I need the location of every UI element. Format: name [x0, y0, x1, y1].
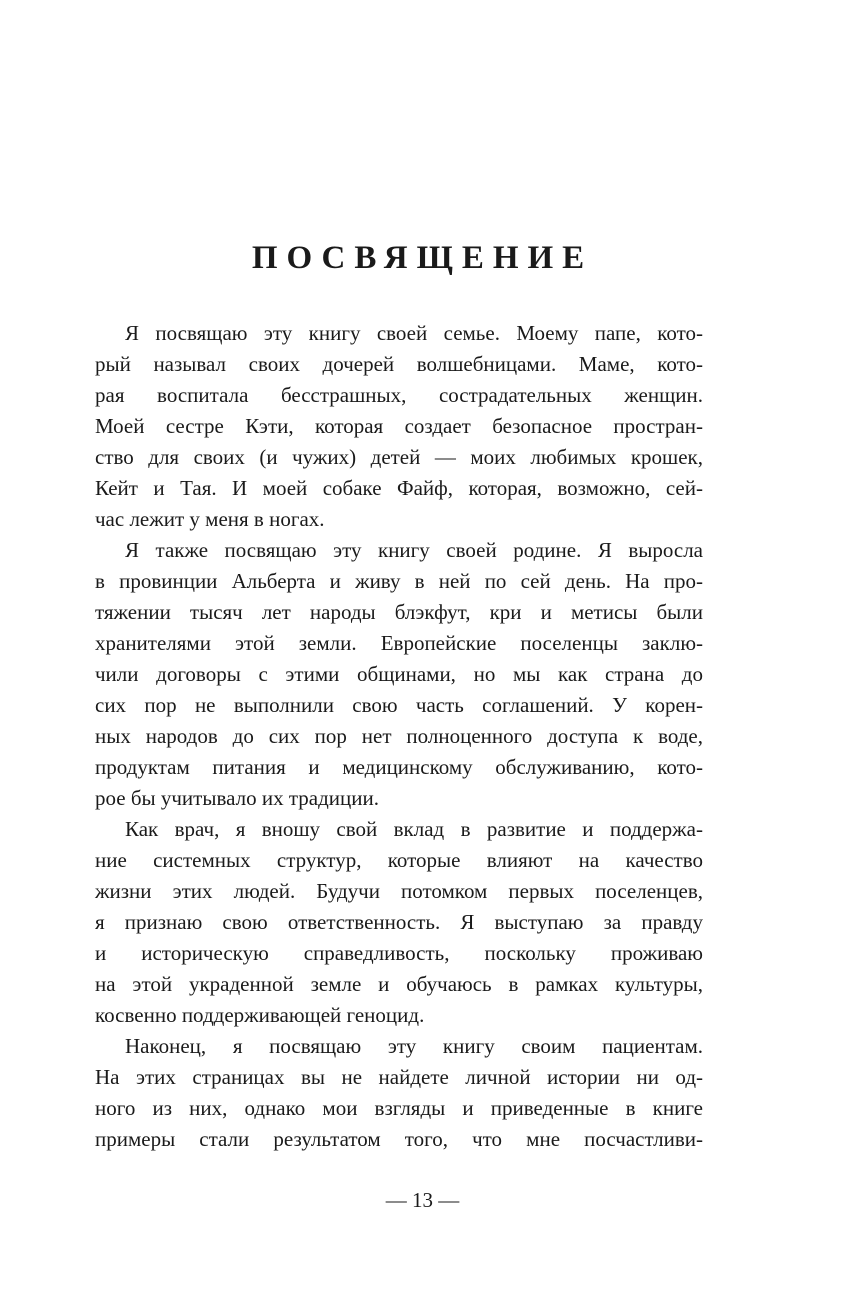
dedication-text [95, 318, 703, 1155]
text-line: рое бы учитывало их традиции. [95, 786, 379, 810]
text-line: на этой украденной земле и обучаюсь в рамках культуры, [95, 972, 703, 996]
text-line: Как врач, я вношу свой вклад в развитие и поддержа- [125, 817, 703, 841]
text-line: На этих страницах вы не найдете личной истории ни од- [95, 1065, 703, 1089]
text-line: тяжении тысяч лет народы блэкфут, кри и метисы были [95, 600, 703, 624]
text-line: ного из них, однако мои взгляды и приведенные в книге [95, 1096, 703, 1120]
text-line: Я также посвящаю эту книгу своей родине. Я выросла [125, 538, 703, 562]
text-line: косвенно поддерживающей геноцид. [95, 1003, 425, 1027]
text-line: час лежит у меня в ногах. [95, 507, 325, 531]
text-line: хранителями этой земли. Европейские поселенцы заклю- [95, 631, 703, 655]
paragraph [95, 535, 703, 814]
paragraph [95, 318, 703, 535]
text-line: рый называл своих дочерей волшебницами. Маме, кото- [95, 352, 703, 376]
text-line: в провинции Альберта и живу в ней по сей день. На про- [95, 569, 703, 593]
paragraph [95, 814, 703, 1031]
text-line: я признаю свою ответственность. Я выступаю за правду [95, 910, 703, 934]
text-line: ных народов до сих пор нет полноценного доступа к воде, [95, 724, 703, 748]
text-line: Моей сестре Кэти, которая создает безопасное простран- [95, 414, 703, 438]
text-line: Наконец, я посвящаю эту книгу своим пациентам. [125, 1034, 703, 1058]
text-line: Я посвящаю эту книгу своей семье. Моему папе, кото- [125, 321, 703, 345]
page-title: ПОСВЯЩЕНИЕ [251, 240, 594, 276]
text-line: Кейт и Тая. И моей собаке Файф, которая, возможно, сей- [95, 476, 703, 500]
text-line: и историческую справедливость, поскольку проживаю [95, 941, 703, 965]
text-line: примеры стали результатом того, что мне посчастливи- [95, 1127, 703, 1151]
text-line: сих пор не выполнили свою часть соглашений. У корен- [95, 693, 703, 717]
page-number: — 13 — [385, 1188, 460, 1212]
paragraph [95, 1031, 703, 1155]
text-line: жизни этих людей. Будучи потомком первых поселенцев, [95, 879, 703, 903]
text-line: рая воспитала бесстрашных, сострадательных женщин. [95, 383, 703, 407]
text-line: ние системных структур, которые влияют на качество [95, 848, 703, 872]
text-line: продуктам питания и медицинскому обслуживанию, кото- [95, 755, 703, 779]
text-line: ство для своих (и чужих) детей — моих любимых крошек, [95, 445, 703, 469]
text-line: чили договоры с этими общинами, но мы как страна до [95, 662, 703, 686]
